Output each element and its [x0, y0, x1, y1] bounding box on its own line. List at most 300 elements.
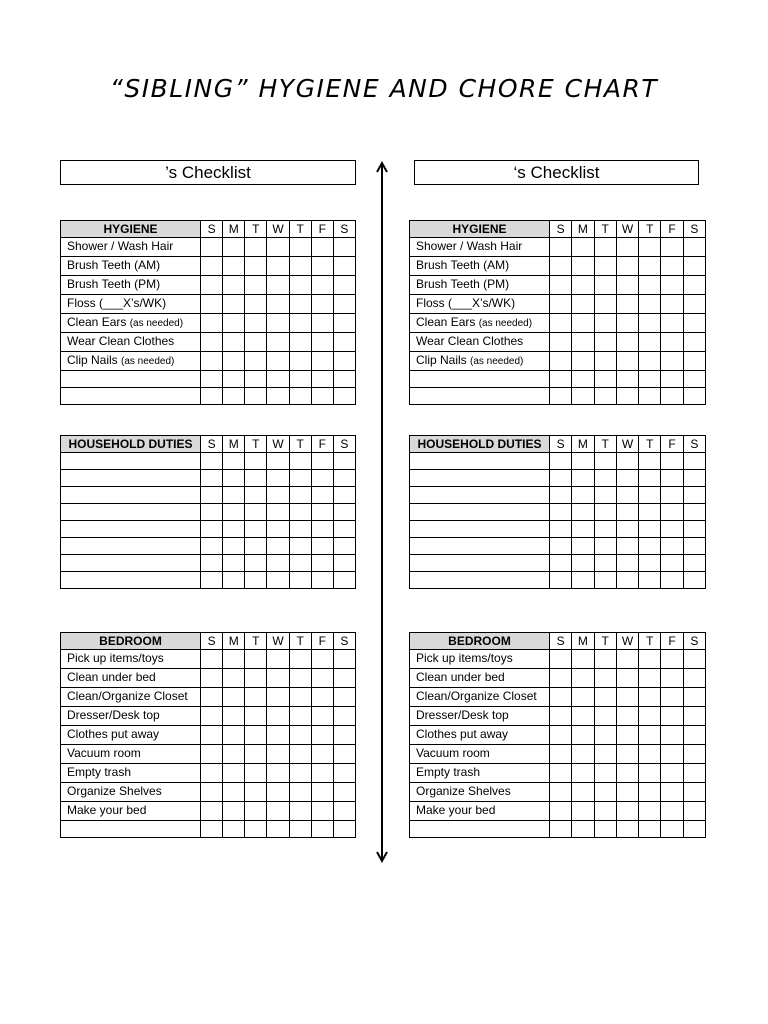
check-cell[interactable] [267, 821, 289, 838]
check-cell[interactable] [245, 555, 267, 572]
check-cell[interactable] [683, 707, 705, 726]
check-cell[interactable] [594, 238, 616, 257]
check-cell[interactable] [201, 669, 223, 688]
check-cell[interactable] [639, 295, 661, 314]
check-cell[interactable] [245, 314, 267, 333]
check-cell[interactable] [661, 821, 683, 838]
check-cell[interactable] [223, 238, 245, 257]
check-cell[interactable] [661, 470, 683, 487]
check-cell[interactable] [223, 470, 245, 487]
check-cell[interactable] [201, 470, 223, 487]
check-cell[interactable] [661, 453, 683, 470]
check-cell[interactable] [616, 371, 638, 388]
check-cell[interactable] [639, 352, 661, 371]
check-cell[interactable] [683, 821, 705, 838]
check-cell[interactable] [639, 333, 661, 352]
check-cell[interactable] [572, 745, 594, 764]
check-cell[interactable] [550, 555, 572, 572]
check-cell[interactable] [572, 650, 594, 669]
check-cell[interactable] [683, 555, 705, 572]
check-cell[interactable] [289, 276, 311, 295]
check-cell[interactable] [201, 453, 223, 470]
check-cell[interactable] [333, 371, 355, 388]
check-cell[interactable] [311, 371, 333, 388]
check-cell[interactable] [311, 388, 333, 405]
check-cell[interactable] [223, 333, 245, 352]
check-cell[interactable] [267, 388, 289, 405]
check-cell[interactable] [201, 707, 223, 726]
check-cell[interactable] [550, 487, 572, 504]
check-cell[interactable] [572, 802, 594, 821]
check-cell[interactable] [201, 821, 223, 838]
check-cell[interactable] [683, 726, 705, 745]
check-cell[interactable] [311, 726, 333, 745]
check-cell[interactable] [333, 802, 355, 821]
check-cell[interactable] [683, 650, 705, 669]
check-cell[interactable] [201, 572, 223, 589]
check-cell[interactable] [572, 669, 594, 688]
check-cell[interactable] [572, 453, 594, 470]
check-cell[interactable] [289, 821, 311, 838]
check-cell[interactable] [594, 295, 616, 314]
check-cell[interactable] [550, 821, 572, 838]
check-cell[interactable] [333, 538, 355, 555]
check-cell[interactable] [661, 650, 683, 669]
check-cell[interactable] [201, 487, 223, 504]
check-cell[interactable] [616, 388, 638, 405]
check-cell[interactable] [245, 572, 267, 589]
check-cell[interactable] [550, 707, 572, 726]
check-cell[interactable] [594, 707, 616, 726]
check-cell[interactable] [311, 783, 333, 802]
check-cell[interactable] [616, 688, 638, 707]
check-cell[interactable] [311, 538, 333, 555]
check-cell[interactable] [639, 650, 661, 669]
check-cell[interactable] [267, 669, 289, 688]
check-cell[interactable] [661, 333, 683, 352]
check-cell[interactable] [683, 453, 705, 470]
check-cell[interactable] [245, 707, 267, 726]
check-cell[interactable] [639, 453, 661, 470]
check-cell[interactable] [616, 802, 638, 821]
check-cell[interactable] [289, 487, 311, 504]
check-cell[interactable] [289, 783, 311, 802]
check-cell[interactable] [201, 352, 223, 371]
check-cell[interactable] [661, 487, 683, 504]
check-cell[interactable] [201, 333, 223, 352]
check-cell[interactable] [639, 487, 661, 504]
check-cell[interactable] [245, 726, 267, 745]
check-cell[interactable] [267, 470, 289, 487]
check-cell[interactable] [683, 688, 705, 707]
check-cell[interactable] [333, 707, 355, 726]
check-cell[interactable] [245, 388, 267, 405]
check-cell[interactable] [223, 388, 245, 405]
check-cell[interactable] [311, 572, 333, 589]
check-cell[interactable] [245, 521, 267, 538]
check-cell[interactable] [201, 688, 223, 707]
check-cell[interactable] [616, 821, 638, 838]
check-cell[interactable] [311, 504, 333, 521]
check-cell[interactable] [550, 257, 572, 276]
check-cell[interactable] [311, 521, 333, 538]
check-cell[interactable] [594, 352, 616, 371]
check-cell[interactable] [245, 276, 267, 295]
check-cell[interactable] [245, 295, 267, 314]
check-cell[interactable] [333, 388, 355, 405]
check-cell[interactable] [661, 388, 683, 405]
check-cell[interactable] [616, 470, 638, 487]
check-cell[interactable] [311, 333, 333, 352]
check-cell[interactable] [289, 333, 311, 352]
check-cell[interactable] [267, 538, 289, 555]
check-cell[interactable] [639, 276, 661, 295]
check-cell[interactable] [639, 371, 661, 388]
check-cell[interactable] [289, 388, 311, 405]
check-cell[interactable] [572, 352, 594, 371]
check-cell[interactable] [683, 470, 705, 487]
check-cell[interactable] [245, 470, 267, 487]
check-cell[interactable] [572, 257, 594, 276]
check-cell[interactable] [594, 821, 616, 838]
check-cell[interactable] [550, 745, 572, 764]
check-cell[interactable] [594, 538, 616, 555]
check-cell[interactable] [594, 388, 616, 405]
check-cell[interactable] [639, 538, 661, 555]
check-cell[interactable] [616, 295, 638, 314]
check-cell[interactable] [661, 257, 683, 276]
check-cell[interactable] [550, 388, 572, 405]
check-cell[interactable] [245, 352, 267, 371]
check-cell[interactable] [594, 783, 616, 802]
check-cell[interactable] [289, 745, 311, 764]
check-cell[interactable] [683, 504, 705, 521]
check-cell[interactable] [572, 538, 594, 555]
check-cell[interactable] [311, 802, 333, 821]
check-cell[interactable] [223, 821, 245, 838]
check-cell[interactable] [594, 470, 616, 487]
check-cell[interactable] [333, 572, 355, 589]
check-cell[interactable] [639, 688, 661, 707]
check-cell[interactable] [616, 504, 638, 521]
check-cell[interactable] [311, 669, 333, 688]
check-cell[interactable] [639, 783, 661, 802]
check-cell[interactable] [550, 726, 572, 745]
check-cell[interactable] [639, 572, 661, 589]
check-cell[interactable] [333, 487, 355, 504]
check-cell[interactable] [245, 802, 267, 821]
check-cell[interactable] [572, 504, 594, 521]
check-cell[interactable] [201, 238, 223, 257]
check-cell[interactable] [616, 238, 638, 257]
check-cell[interactable] [639, 238, 661, 257]
check-cell[interactable] [550, 504, 572, 521]
check-cell[interactable] [594, 764, 616, 783]
check-cell[interactable] [661, 314, 683, 333]
check-cell[interactable] [683, 745, 705, 764]
check-cell[interactable] [550, 371, 572, 388]
check-cell[interactable] [572, 470, 594, 487]
check-cell[interactable] [661, 669, 683, 688]
check-cell[interactable] [683, 487, 705, 504]
check-cell[interactable] [223, 314, 245, 333]
check-cell[interactable] [245, 538, 267, 555]
check-cell[interactable] [223, 650, 245, 669]
check-cell[interactable] [616, 783, 638, 802]
check-cell[interactable] [661, 688, 683, 707]
check-cell[interactable] [683, 295, 705, 314]
check-cell[interactable] [223, 371, 245, 388]
check-cell[interactable] [245, 783, 267, 802]
check-cell[interactable] [683, 333, 705, 352]
check-cell[interactable] [572, 314, 594, 333]
check-cell[interactable] [289, 371, 311, 388]
check-cell[interactable] [333, 726, 355, 745]
check-cell[interactable] [333, 238, 355, 257]
check-cell[interactable] [550, 295, 572, 314]
check-cell[interactable] [661, 572, 683, 589]
check-cell[interactable] [267, 707, 289, 726]
check-cell[interactable] [289, 669, 311, 688]
check-cell[interactable] [594, 504, 616, 521]
check-cell[interactable] [683, 257, 705, 276]
check-cell[interactable] [245, 821, 267, 838]
check-cell[interactable] [683, 783, 705, 802]
check-cell[interactable] [572, 521, 594, 538]
check-cell[interactable] [267, 521, 289, 538]
check-cell[interactable] [311, 707, 333, 726]
check-cell[interactable] [245, 764, 267, 783]
check-cell[interactable] [245, 453, 267, 470]
check-cell[interactable] [267, 745, 289, 764]
check-cell[interactable] [550, 276, 572, 295]
check-cell[interactable] [572, 333, 594, 352]
check-cell[interactable] [550, 238, 572, 257]
check-cell[interactable] [201, 650, 223, 669]
check-cell[interactable] [639, 726, 661, 745]
check-cell[interactable] [311, 650, 333, 669]
check-cell[interactable] [267, 352, 289, 371]
check-cell[interactable] [639, 555, 661, 572]
check-cell[interactable] [201, 764, 223, 783]
check-cell[interactable] [639, 314, 661, 333]
check-cell[interactable] [594, 669, 616, 688]
check-cell[interactable] [572, 276, 594, 295]
check-cell[interactable] [550, 764, 572, 783]
check-cell[interactable] [550, 572, 572, 589]
check-cell[interactable] [201, 726, 223, 745]
check-cell[interactable] [267, 487, 289, 504]
check-cell[interactable] [594, 802, 616, 821]
check-cell[interactable] [289, 504, 311, 521]
check-cell[interactable] [550, 802, 572, 821]
check-cell[interactable] [267, 453, 289, 470]
check-cell[interactable] [311, 257, 333, 276]
check-cell[interactable] [311, 764, 333, 783]
check-cell[interactable] [639, 388, 661, 405]
check-cell[interactable] [594, 453, 616, 470]
check-cell[interactable] [311, 555, 333, 572]
check-cell[interactable] [550, 453, 572, 470]
check-cell[interactable] [572, 783, 594, 802]
check-cell[interactable] [639, 802, 661, 821]
check-cell[interactable] [550, 352, 572, 371]
check-cell[interactable] [245, 333, 267, 352]
check-cell[interactable] [639, 521, 661, 538]
check-cell[interactable] [311, 314, 333, 333]
check-cell[interactable] [683, 572, 705, 589]
check-cell[interactable] [201, 295, 223, 314]
check-cell[interactable] [245, 238, 267, 257]
check-cell[interactable] [616, 707, 638, 726]
check-cell[interactable] [223, 802, 245, 821]
check-cell[interactable] [683, 669, 705, 688]
check-cell[interactable] [639, 504, 661, 521]
check-cell[interactable] [661, 783, 683, 802]
check-cell[interactable] [223, 538, 245, 555]
check-cell[interactable] [661, 521, 683, 538]
check-cell[interactable] [201, 555, 223, 572]
check-cell[interactable] [333, 504, 355, 521]
check-cell[interactable] [201, 745, 223, 764]
check-cell[interactable] [245, 257, 267, 276]
check-cell[interactable] [683, 521, 705, 538]
check-cell[interactable] [594, 487, 616, 504]
check-cell[interactable] [572, 555, 594, 572]
check-cell[interactable] [267, 504, 289, 521]
check-cell[interactable] [661, 802, 683, 821]
check-cell[interactable] [616, 669, 638, 688]
check-cell[interactable] [289, 650, 311, 669]
check-cell[interactable] [550, 669, 572, 688]
check-cell[interactable] [616, 572, 638, 589]
check-cell[interactable] [616, 314, 638, 333]
check-cell[interactable] [572, 688, 594, 707]
check-cell[interactable] [267, 783, 289, 802]
check-cell[interactable] [616, 764, 638, 783]
check-cell[interactable] [267, 333, 289, 352]
check-cell[interactable] [289, 521, 311, 538]
check-cell[interactable] [550, 333, 572, 352]
check-cell[interactable] [333, 314, 355, 333]
check-cell[interactable] [572, 238, 594, 257]
check-cell[interactable] [683, 352, 705, 371]
check-cell[interactable] [639, 470, 661, 487]
check-cell[interactable] [616, 276, 638, 295]
check-cell[interactable] [616, 453, 638, 470]
check-cell[interactable] [594, 333, 616, 352]
check-cell[interactable] [572, 572, 594, 589]
check-cell[interactable] [267, 276, 289, 295]
check-cell[interactable] [572, 487, 594, 504]
check-cell[interactable] [267, 257, 289, 276]
check-cell[interactable] [594, 726, 616, 745]
check-cell[interactable] [683, 538, 705, 555]
check-cell[interactable] [616, 726, 638, 745]
check-cell[interactable] [201, 257, 223, 276]
check-cell[interactable] [201, 538, 223, 555]
check-cell[interactable] [267, 238, 289, 257]
check-cell[interactable] [683, 314, 705, 333]
check-cell[interactable] [245, 487, 267, 504]
check-cell[interactable] [333, 257, 355, 276]
check-cell[interactable] [311, 487, 333, 504]
check-cell[interactable] [639, 764, 661, 783]
check-cell[interactable] [661, 371, 683, 388]
check-cell[interactable] [594, 745, 616, 764]
check-cell[interactable] [594, 314, 616, 333]
check-cell[interactable] [616, 352, 638, 371]
check-cell[interactable] [289, 726, 311, 745]
check-cell[interactable] [550, 650, 572, 669]
check-cell[interactable] [201, 371, 223, 388]
check-cell[interactable] [267, 726, 289, 745]
check-cell[interactable] [267, 688, 289, 707]
check-cell[interactable] [223, 745, 245, 764]
check-cell[interactable] [594, 371, 616, 388]
check-cell[interactable] [683, 388, 705, 405]
check-cell[interactable] [267, 295, 289, 314]
check-cell[interactable] [223, 295, 245, 314]
check-cell[interactable] [223, 688, 245, 707]
check-cell[interactable] [572, 388, 594, 405]
check-cell[interactable] [550, 314, 572, 333]
check-cell[interactable] [661, 764, 683, 783]
check-cell[interactable] [311, 295, 333, 314]
check-cell[interactable] [594, 521, 616, 538]
check-cell[interactable] [311, 821, 333, 838]
check-cell[interactable] [267, 314, 289, 333]
check-cell[interactable] [245, 504, 267, 521]
check-cell[interactable] [245, 688, 267, 707]
check-cell[interactable] [333, 650, 355, 669]
check-cell[interactable] [223, 276, 245, 295]
check-cell[interactable] [245, 669, 267, 688]
check-cell[interactable] [201, 388, 223, 405]
check-cell[interactable] [550, 470, 572, 487]
check-cell[interactable] [616, 650, 638, 669]
check-cell[interactable] [201, 504, 223, 521]
check-cell[interactable] [661, 726, 683, 745]
check-cell[interactable] [311, 470, 333, 487]
check-cell[interactable] [572, 707, 594, 726]
check-cell[interactable] [550, 538, 572, 555]
check-cell[interactable] [333, 764, 355, 783]
check-cell[interactable] [572, 821, 594, 838]
check-cell[interactable] [661, 707, 683, 726]
check-cell[interactable] [289, 764, 311, 783]
check-cell[interactable] [639, 745, 661, 764]
left-checklist-name-box[interactable] [60, 160, 356, 185]
check-cell[interactable] [311, 276, 333, 295]
check-cell[interactable] [223, 257, 245, 276]
check-cell[interactable] [267, 572, 289, 589]
check-cell[interactable] [616, 538, 638, 555]
check-cell[interactable] [289, 238, 311, 257]
check-cell[interactable] [594, 257, 616, 276]
check-cell[interactable] [333, 295, 355, 314]
check-cell[interactable] [550, 688, 572, 707]
check-cell[interactable] [333, 521, 355, 538]
check-cell[interactable] [311, 238, 333, 257]
check-cell[interactable] [223, 572, 245, 589]
check-cell[interactable] [311, 745, 333, 764]
check-cell[interactable] [616, 745, 638, 764]
check-cell[interactable] [289, 688, 311, 707]
check-cell[interactable] [223, 504, 245, 521]
check-cell[interactable] [223, 555, 245, 572]
check-cell[interactable] [333, 745, 355, 764]
